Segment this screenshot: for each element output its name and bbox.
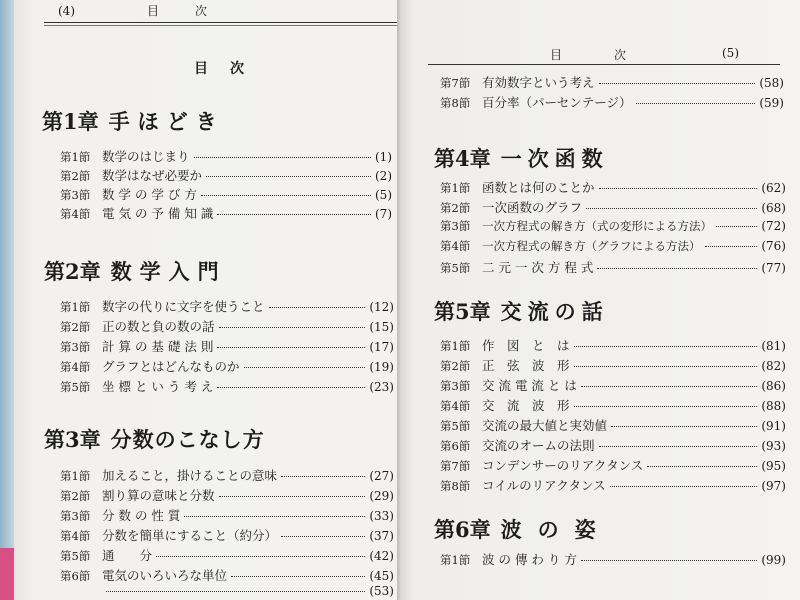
toc-entry[interactable]	[60, 466, 394, 486]
page-number: (91)	[761, 419, 786, 433]
toc-entry[interactable]	[440, 336, 786, 356]
page-number: (81)	[761, 339, 786, 353]
toc-title: 目次	[194, 61, 266, 77]
leader-dots	[611, 426, 757, 427]
leader-dots	[597, 268, 757, 269]
chapter-label: 第6章	[434, 517, 491, 542]
chapter-5-heading	[434, 296, 609, 326]
section-title: 二 元 一 次 方 程 式	[482, 260, 594, 275]
toc-entry[interactable]	[60, 357, 394, 377]
section-number: 第6節	[60, 569, 91, 583]
section-number: 第2節	[440, 201, 471, 215]
page-number: (53)	[369, 584, 394, 598]
section-title: 交 流 電 流 と は	[482, 378, 577, 393]
section-title: 有効数字という考え	[482, 75, 595, 90]
page-number: (29)	[369, 489, 394, 503]
leader-dots	[269, 307, 366, 308]
page-number: (27)	[369, 469, 394, 483]
leader-dots	[281, 476, 365, 477]
section-title: 一次方程式の解き方（式の変形による方法）	[482, 219, 712, 233]
leader-dots	[194, 157, 371, 158]
chapter-title: 手ほどき	[108, 109, 225, 134]
page-number: (19)	[369, 360, 394, 374]
section-title: 数字の代りに文字を使うこと	[102, 299, 265, 314]
page-number: (62)	[761, 181, 786, 195]
section-title: 波 の 傳 わ り 方	[482, 552, 577, 567]
section-number: 第5節	[440, 261, 471, 275]
right-running-head-page: (5)	[722, 46, 739, 60]
toc-entry[interactable]	[60, 584, 394, 600]
section-title: 割り算の意味と分数	[102, 488, 215, 503]
section-number: 第2節	[440, 359, 471, 373]
section-title: 分 数 の 性 質	[102, 508, 181, 523]
section-title: コンデンサーのリアクタンス	[482, 458, 644, 473]
section-number: 第3節	[60, 509, 91, 523]
section-title: 数学のはじまり	[102, 149, 190, 164]
leader-dots	[217, 214, 371, 215]
leader-dots	[716, 226, 757, 227]
page-number: (7)	[375, 207, 392, 221]
toc-entry[interactable]	[440, 93, 784, 113]
section-number: 第3節	[60, 188, 91, 202]
leader-dots	[574, 366, 758, 367]
page-number: (23)	[369, 380, 394, 394]
toc-entry[interactable]	[60, 546, 394, 566]
chapter-6-heading	[434, 514, 612, 544]
section-number: 第3節	[440, 219, 471, 233]
section-number: 第1節	[440, 339, 471, 353]
right-header-rule	[428, 64, 780, 65]
page-number: (76)	[761, 239, 786, 253]
section-title: 函数とは何のことか	[482, 180, 595, 195]
toc-entry[interactable]	[60, 204, 392, 224]
toc-entry[interactable]	[440, 356, 786, 376]
toc-entry[interactable]	[440, 258, 786, 278]
section-number: 第6節	[440, 439, 471, 453]
chapter-label: 第5章	[434, 299, 491, 324]
toc-entry[interactable]	[440, 436, 786, 456]
toc-entry[interactable]	[440, 198, 786, 218]
section-title: グラフとはどんなものか	[102, 359, 240, 374]
section-number: 第1節	[60, 469, 91, 483]
chapter-2-heading	[44, 256, 227, 286]
page-number: (86)	[761, 379, 786, 393]
section-number: 第1節	[60, 150, 91, 164]
leader-dots	[636, 103, 756, 104]
toc-entry[interactable]	[440, 178, 786, 198]
page-number: (17)	[369, 340, 394, 354]
leader-dots	[581, 560, 757, 561]
section-title: 交流のオームの法則	[482, 438, 595, 453]
section-number: 第2節	[60, 169, 91, 183]
leader-dots	[599, 446, 758, 447]
right-page	[400, 0, 800, 600]
toc-entry[interactable]	[60, 185, 392, 205]
section-title: 一次函数のグラフ	[482, 200, 583, 215]
leader-dots	[574, 406, 758, 407]
section-title: 一次方程式の解き方（グラフによる方法）	[482, 239, 701, 253]
chapter-label: 第4章	[434, 146, 491, 171]
toc-entry[interactable]	[440, 218, 786, 238]
toc-entry[interactable]	[60, 337, 394, 357]
toc-entry[interactable]	[440, 550, 786, 570]
toc-entry[interactable]	[60, 147, 392, 167]
leader-dots	[106, 591, 365, 592]
leader-dots	[586, 208, 757, 209]
toc-entry[interactable]	[440, 238, 786, 258]
page-number: (1)	[375, 150, 392, 164]
page-number: (12)	[369, 300, 394, 314]
toc-entry[interactable]	[440, 476, 786, 496]
section-number: 第1節	[440, 553, 471, 567]
section-number: 第8節	[440, 96, 471, 110]
book-edge	[0, 0, 14, 600]
toc-entry[interactable]	[440, 416, 786, 436]
section-title: 電気のいろいろな単位	[102, 568, 228, 583]
leader-dots	[231, 576, 365, 577]
left-page	[14, 0, 400, 600]
section-number: 第2節	[60, 489, 91, 503]
chapter-title: 数学入門	[110, 259, 227, 284]
leader-dots	[206, 176, 371, 177]
left-header-rule-2	[44, 25, 400, 26]
chapter-title: 波の姿	[500, 517, 612, 542]
toc-entry[interactable]	[60, 566, 394, 586]
page-number: (88)	[761, 399, 786, 413]
leader-dots	[599, 188, 758, 189]
page-number: (68)	[761, 201, 786, 215]
section-title: 数 学 の 学 び 方	[102, 187, 197, 202]
leader-dots	[574, 346, 758, 347]
section-number: 第4節	[440, 239, 471, 253]
leader-dots	[647, 466, 757, 467]
section-title: 電 気 の 予 備 知 識	[102, 206, 214, 221]
page-number: (15)	[369, 320, 394, 334]
leader-dots	[156, 556, 365, 557]
page-number: (72)	[761, 219, 786, 233]
left-header-rule	[44, 22, 400, 23]
page-number: (97)	[761, 479, 786, 493]
section-number: 第5節	[60, 549, 91, 563]
section-title: 計 算 の 基 礎 法 則	[102, 339, 214, 354]
leader-dots	[610, 486, 758, 487]
section-number: 第7節	[440, 459, 471, 473]
leader-dots	[281, 536, 365, 537]
chapter-label: 第1章	[42, 109, 99, 134]
page-number: (95)	[761, 459, 786, 473]
section-title: 加えること，掛けることの意味	[102, 468, 278, 483]
leader-dots	[217, 347, 365, 348]
toc-entry[interactable]	[60, 526, 394, 546]
toc-entry[interactable]	[60, 506, 394, 526]
section-title: 分数を簡単にすること（約分）	[102, 528, 278, 543]
section-number: 第5節	[440, 419, 471, 433]
section-title: 百分率（パーセンテージ）	[482, 95, 632, 110]
page-number: (93)	[761, 439, 786, 453]
section-number: 第5節	[60, 380, 91, 394]
toc-entry[interactable]	[60, 486, 394, 506]
section-number: 第3節	[60, 340, 91, 354]
toc-entry[interactable]	[440, 73, 784, 93]
toc-entry[interactable]	[60, 166, 392, 186]
leader-dots	[705, 246, 758, 247]
leader-dots	[201, 195, 371, 196]
toc-entry[interactable]	[60, 377, 394, 397]
left-running-head: (4) 目 次	[58, 4, 207, 18]
section-title: 交流の最大値と実効値	[482, 418, 608, 433]
leader-dots	[219, 496, 366, 497]
chapter-label: 第3章	[44, 427, 101, 452]
page-number: (59)	[759, 96, 784, 110]
page-number: (5)	[375, 188, 392, 202]
page-number: (37)	[369, 529, 394, 543]
leader-dots	[184, 516, 365, 517]
page-number: (77)	[761, 261, 786, 275]
toc-entry[interactable]	[60, 317, 394, 337]
toc-entry[interactable]	[440, 396, 786, 416]
page-number: (42)	[369, 549, 394, 563]
toc-entry[interactable]	[60, 297, 394, 317]
section-title: 交 流 波 形	[482, 398, 570, 413]
chapter-label: 第2章	[44, 259, 101, 284]
leader-dots	[599, 83, 756, 84]
section-title: 正の数と負の数の話	[102, 319, 215, 334]
section-number: 第4節	[440, 399, 471, 413]
section-title: 通 分	[102, 548, 153, 563]
page-number: (2)	[375, 169, 392, 183]
toc-entry[interactable]	[440, 376, 786, 396]
section-number: 第4節	[60, 360, 91, 374]
leader-dots	[581, 386, 757, 387]
leader-dots	[244, 367, 366, 368]
right-running-head-title: 目 次	[550, 48, 631, 62]
page-number: (33)	[369, 509, 394, 523]
chapter-3-heading	[44, 424, 265, 454]
leader-dots	[219, 327, 366, 328]
section-title: 正 弦 波 形	[482, 358, 570, 373]
section-number: 第3節	[440, 379, 471, 393]
section-number: 第7節	[440, 76, 471, 90]
chapter-title: 一次函数	[500, 146, 609, 171]
section-number: 第2節	[60, 320, 91, 334]
page-number: (58)	[759, 76, 784, 90]
section-number: 第4節	[60, 207, 91, 221]
section-number: 第8節	[440, 479, 471, 493]
chapter-title: 交流の話	[500, 299, 609, 324]
chapter-4-heading	[434, 143, 609, 173]
section-title: 坐 標 と い う 考 え	[102, 379, 214, 394]
leader-dots	[217, 387, 365, 388]
section-title: 作 図 と は	[482, 338, 570, 353]
chapter-title: 分数のこなし方	[110, 427, 265, 452]
page-number: (82)	[761, 359, 786, 373]
section-title: 数学はなぜ必要か	[102, 168, 203, 183]
chapter-1-heading	[42, 106, 225, 136]
section-number: 第1節	[60, 300, 91, 314]
section-title: コイルのリアクタンス	[482, 478, 606, 493]
toc-entry[interactable]	[440, 456, 786, 476]
section-number: 第4節	[60, 529, 91, 543]
page-number: (45)	[369, 569, 394, 583]
page-number: (99)	[761, 553, 786, 567]
section-number: 第1節	[440, 181, 471, 195]
